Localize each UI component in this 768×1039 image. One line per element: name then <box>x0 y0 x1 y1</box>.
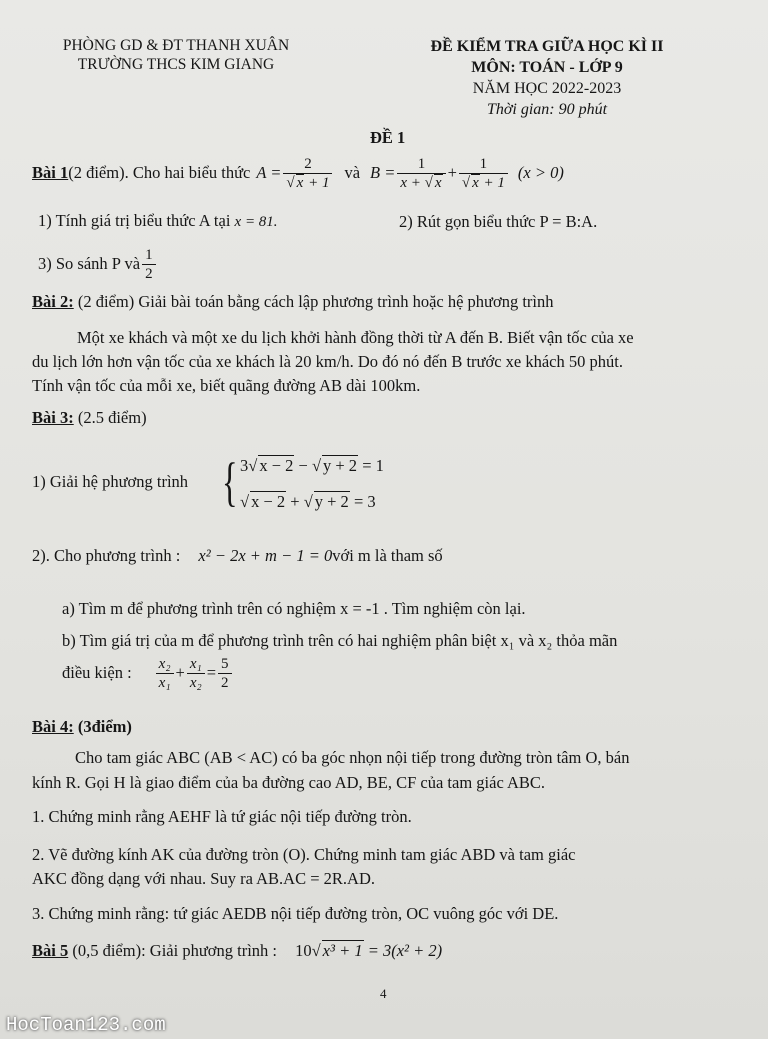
system-eq1: 3√ x − 2 − √ y + 2 = 1 <box>240 456 384 475</box>
exam-title: ĐỀ KIỂM TRA GIỮA HỌC KÌ II <box>430 38 664 55</box>
bai1-points: (2 điểm). Cho hai biểu thức <box>68 163 251 182</box>
school-department <box>38 36 314 74</box>
bai4-q2a: 2. Vẽ đường kính AK của đường tròn (O). Chứng minh tam giác ABD và tam giác <box>32 845 576 864</box>
bai2-label: Bài 2: <box>32 292 74 311</box>
bai1-q1: 1) Tính giá trị biểu thức A tại x = 81. <box>38 211 278 230</box>
bai2-line1: Một xe khách và một xe du lịch khởi hành đồng thời từ A đến B. Biết vận tốc của xe <box>77 328 634 347</box>
bai3-pa: a) Tìm m để phương trình trên có nghiệm x = -1 . Tìm nghiệm còn lại. <box>62 599 526 618</box>
bai4-label: Bài 4: <box>32 717 74 736</box>
and-word: và <box>344 163 361 182</box>
bai2-title: Bài 2: (2 điểm) Giải bài toán bằng cách lập phương trình hoặc hệ phương trình <box>32 292 554 311</box>
fraction-x1-x2: $\frac{\text{x₁}}{\text{x₂}}$ <box>187 655 205 692</box>
bai2-line3: Tính vận tốc của mỗi xe, biết quãng đường AB dài 100km. <box>32 376 421 395</box>
expr-b-label: B = <box>370 163 396 182</box>
bai3-pb-cond: điều kiện : $\frac{\text{x₂}}{\text{x₁}}$ + $\frac{\text{x₁}}{\text{x₂}}$ = $\frac{5}{2}$ <box>62 650 234 696</box>
fraction-b1: $\frac{1}{x + √ x}$ <box>397 155 445 192</box>
bai4-q1: 1. Chứng minh rằng AEHF là tứ giác nội tiếp đường tròn. <box>32 807 412 826</box>
fraction-5-2: $\frac{5}{2}$ <box>218 655 232 692</box>
page-number: 4 <box>380 986 387 1001</box>
system-eq2: √ x − 2 + √ y + 2 = 3 <box>240 492 376 511</box>
bai5-line: Bài 5 (0,5 điểm): Giải phương trình : 10√ x³ + 1 = 3(x² + 2) <box>32 941 443 960</box>
fraction-x2-x1: $\frac{\text{x₂}}{\text{x₁}}$ <box>156 655 174 692</box>
q1-value: x = 81. <box>234 214 278 230</box>
exam-duration: Thời gian: 90 phút <box>486 101 608 118</box>
system-brace: { <box>222 452 238 512</box>
plus-sign: + <box>447 163 457 182</box>
bai4-line1: Cho tam giác ABC (AB < AC) có ba góc nhọn nội tiếp trong đường tròn tâm O, bán <box>75 748 630 767</box>
department-line: PHÒNG GD & ĐT THANH XUÂN <box>62 37 290 54</box>
school-line: TRƯỜNG THCS KIM GIANG <box>77 56 275 73</box>
bai5-label: Bài 5 <box>32 941 69 960</box>
bai1-label: Bài 1 <box>32 163 69 182</box>
fraction-b2: $\frac{1}{√ x + 1}$ <box>459 155 508 192</box>
bai3-pb: b) Tìm giá trị của m để phương trình trên có hai nghiệm phân biệt x₁ và x₂ thỏa mãn <box>62 631 618 650</box>
bai3-p1: 1) Giải hệ phương trình <box>32 472 189 491</box>
bai4-q2b: AKC đồng dạng với nhau. Suy ra AB.AC = 2R.AD. <box>32 869 375 888</box>
exam-code: ĐỀ 1 <box>370 128 406 147</box>
bai3-title: Bài 3: (2.5 điểm) <box>32 408 147 427</box>
bai3-p2: 2). Cho phương trình : x² − 2x + m − 1 = 0với m là tham số <box>32 546 443 565</box>
bai3-label: Bài 3: <box>32 408 74 427</box>
bai4-q3: 3. Chứng minh rằng: tứ giác AEDB nội tiếp đường tròn, OC vuông góc với DE. <box>32 904 559 923</box>
bai4-title: Bài 4: (3điểm) <box>32 717 132 736</box>
bai1-line <box>32 148 564 198</box>
fraction-a: $\frac{2}{√ x + 1}$ <box>283 155 332 192</box>
bai2-line2: du lịch lớn hơn vận tốc của xe khách là 20 km/h. Do đó nó đến B trước xe khách 50 phút. <box>32 352 623 371</box>
bai1-q3: 3) So sánh P và $\frac{1}{2}$ <box>38 243 158 285</box>
bai1-q2: 2) Rút gọn biểu thức P = B:A. <box>399 212 598 231</box>
condition: (x > 0) <box>517 163 564 182</box>
fraction-half: $\frac{1}{2}$ <box>142 246 156 283</box>
watermark-logo: HocToan123.com <box>6 1014 166 1036</box>
exam-header <box>382 36 712 120</box>
bai4-line2: kính R. Gọi H là giao điểm của ba đường cao AD, BE, CF của tam giác ABC. <box>32 773 546 792</box>
bai5-equation: 10√ x³ + 1 = 3(x² + 2) <box>295 941 443 960</box>
quadratic-eq: x² − 2x + m − 1 = 0 <box>198 546 333 565</box>
expr-a-label: A = <box>256 163 282 182</box>
exam-subject: MÔN: TOÁN - LỚP 9 <box>471 59 623 76</box>
school-year: NĂM HỌC 2022-2023 <box>472 80 622 97</box>
